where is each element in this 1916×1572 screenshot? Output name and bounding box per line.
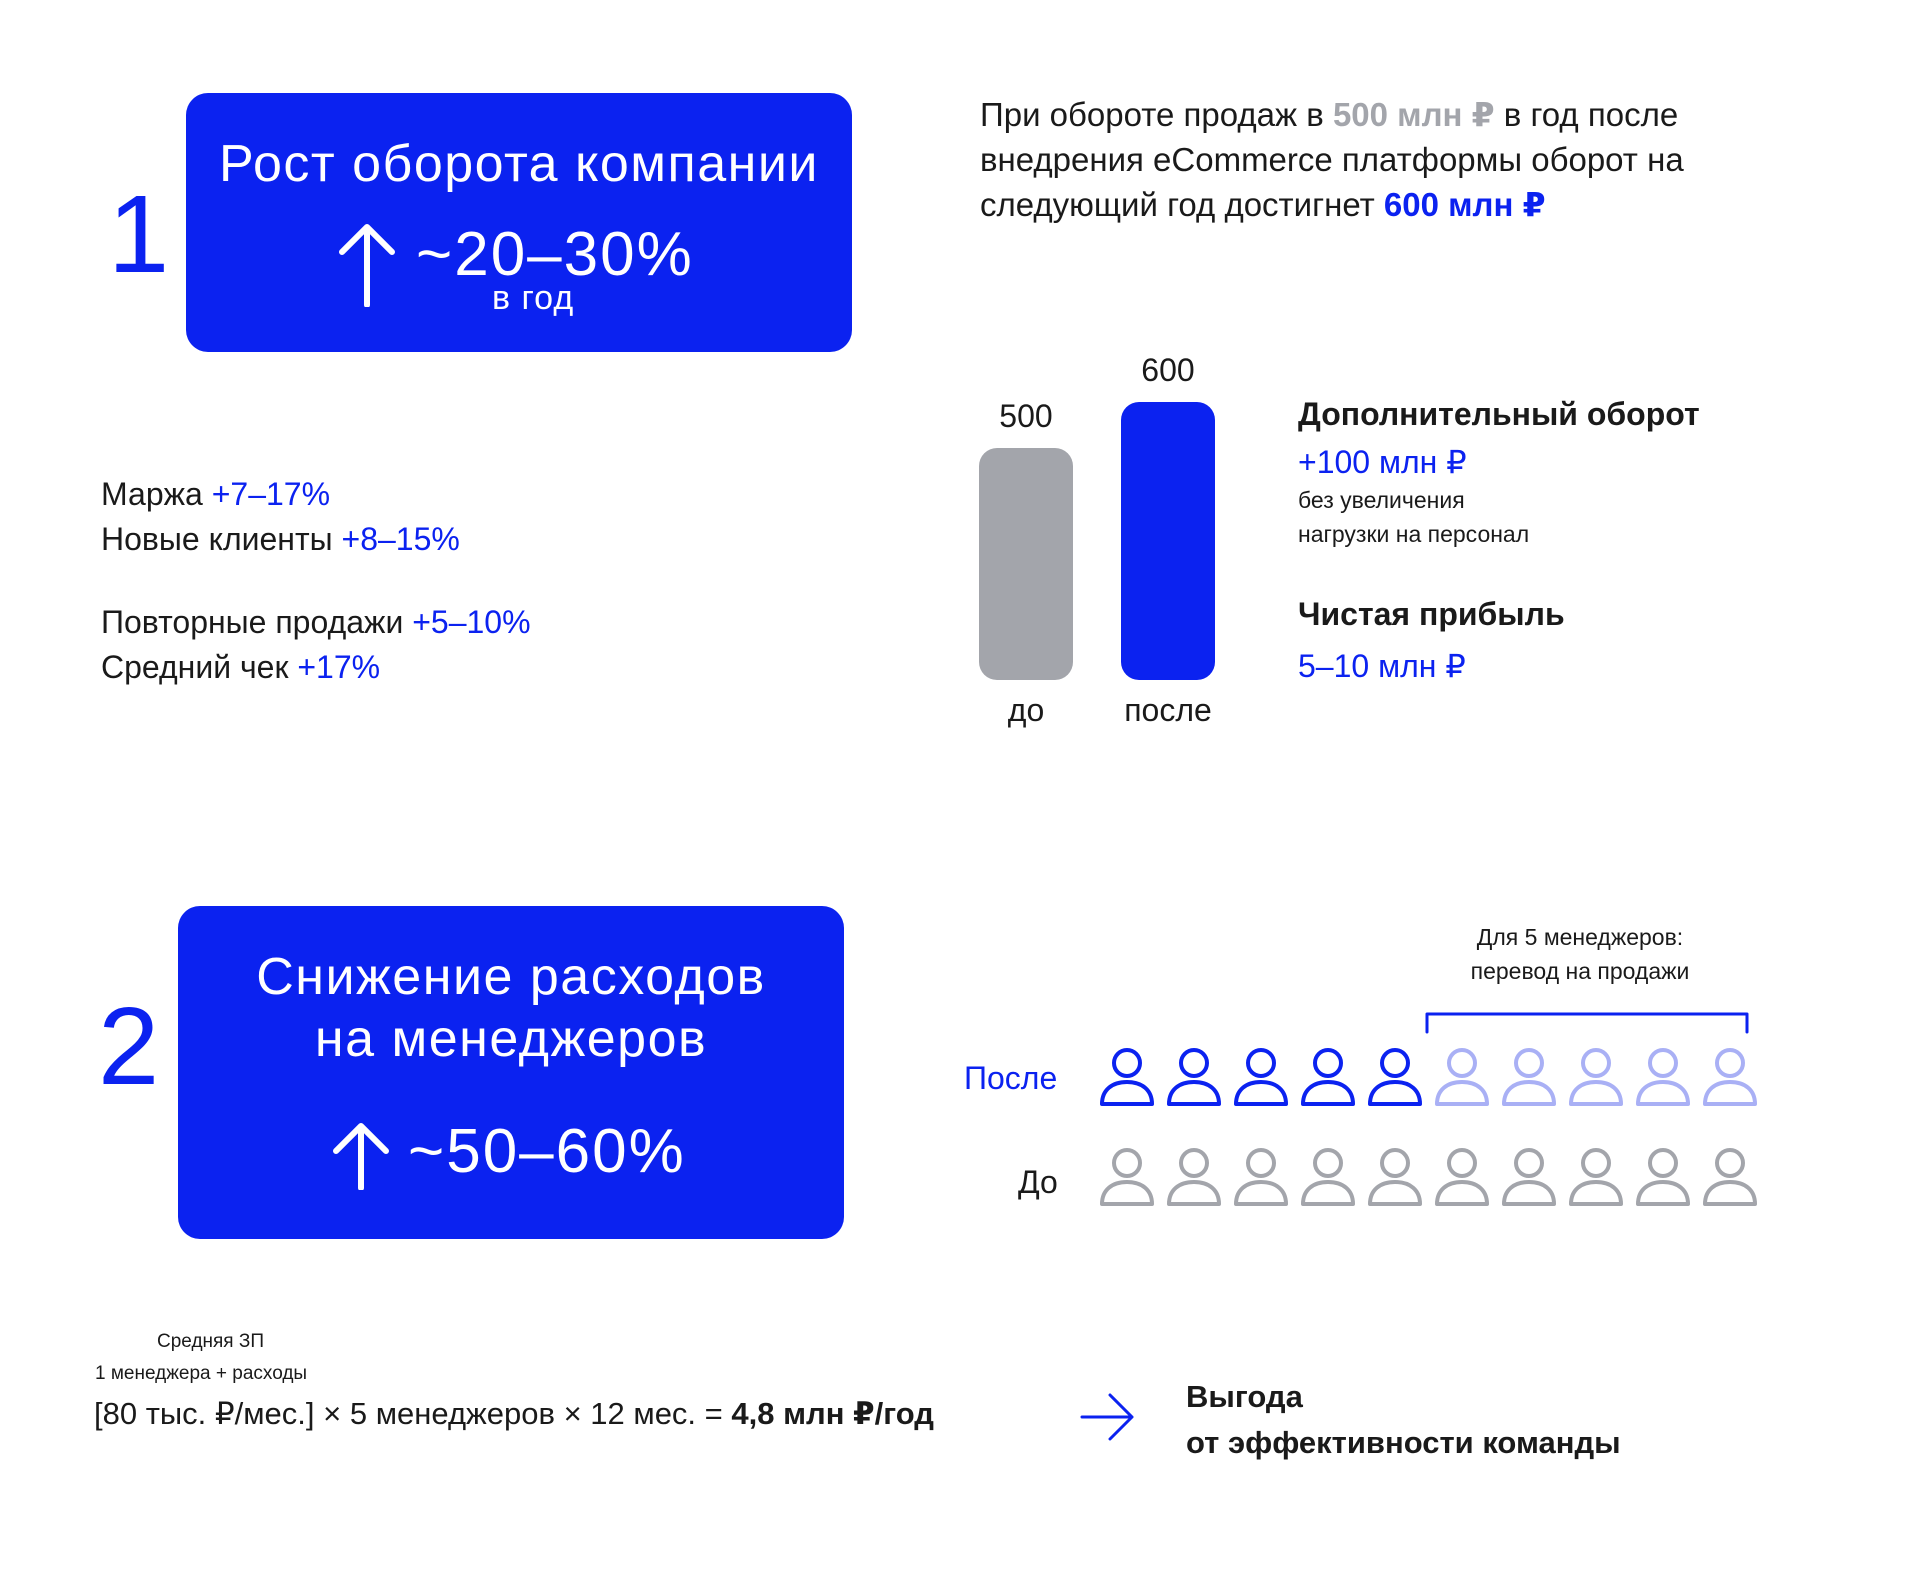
person-icon bbox=[1366, 1146, 1424, 1210]
stat-average-check: Средний чек +17% bbox=[101, 649, 381, 685]
stat-margin: Маржа +7–17% bbox=[101, 476, 331, 512]
card-title-line-1: Снижение расходов bbox=[256, 948, 766, 1006]
person-icon bbox=[1299, 1146, 1357, 1210]
formula-expression: [80 тыс. ₽/мес.] × 5 менеджеров × 12 мес. = bbox=[94, 1396, 732, 1431]
person-icon bbox=[1299, 1046, 1357, 1110]
arrow-up-icon bbox=[330, 1120, 392, 1190]
intro-part-1: При обороте продаж в bbox=[980, 96, 1333, 133]
arrow-right-icon bbox=[1080, 1392, 1136, 1442]
person-icon bbox=[1567, 1146, 1625, 1210]
person-icon bbox=[1165, 1146, 1223, 1210]
intro-text bbox=[980, 92, 1740, 227]
bracket-label-line-1: Для 5 менеджеров: bbox=[1476, 924, 1684, 950]
person-icon bbox=[1701, 1046, 1759, 1110]
bar-after bbox=[1121, 402, 1215, 680]
formula-note-line-1: Средняя ЗП bbox=[157, 1331, 265, 1352]
person-icon bbox=[1500, 1046, 1558, 1110]
person-icon bbox=[1634, 1046, 1692, 1110]
formula bbox=[94, 1396, 934, 1432]
revenue-growth-card bbox=[186, 93, 852, 352]
person-icon bbox=[1232, 1046, 1290, 1110]
benefit-line-1: Выгода bbox=[1186, 1379, 1303, 1414]
growth-value: ~20–30% bbox=[416, 220, 694, 289]
person-icon bbox=[1433, 1046, 1491, 1110]
stat-repeat-sales: Повторные продажи +5–10% bbox=[101, 604, 531, 640]
formula-note-line-2: 1 менеджера + расходы bbox=[95, 1363, 308, 1384]
bar-category-label: после bbox=[1124, 692, 1212, 728]
bar-before bbox=[979, 448, 1073, 680]
person-icon bbox=[1165, 1046, 1223, 1110]
bar-value-label: 600 bbox=[1141, 351, 1195, 388]
person-icon bbox=[1701, 1146, 1759, 1210]
stats-group-2 bbox=[101, 600, 531, 690]
net-profit-title: Чистая прибыль bbox=[1298, 596, 1565, 632]
person-icon bbox=[1500, 1146, 1558, 1210]
card-title: Рост оборота компании bbox=[219, 135, 819, 193]
formula-note bbox=[95, 1326, 307, 1390]
person-icon bbox=[1366, 1046, 1424, 1110]
person-icon bbox=[1098, 1146, 1156, 1210]
extra-turnover-value: +100 млн ₽ bbox=[1298, 444, 1467, 480]
intro-part-2: в год после внедрения eCommerce платформы оборот на следующий год достигнет bbox=[980, 96, 1684, 223]
person-icon bbox=[1567, 1046, 1625, 1110]
section-2-number: 2 bbox=[98, 985, 160, 1108]
cost-reduction-card bbox=[178, 906, 844, 1239]
savings-value: ~50–60% bbox=[408, 1117, 686, 1186]
intro-before-value: 500 млн ₽ bbox=[1332, 96, 1495, 133]
benefit-text bbox=[1186, 1374, 1621, 1466]
bracket-label-line-2: перевод на продажи bbox=[1470, 958, 1690, 984]
person-icon bbox=[1232, 1146, 1290, 1210]
person-icon bbox=[1098, 1046, 1156, 1110]
person-icon bbox=[1634, 1146, 1692, 1210]
bracket-icon bbox=[1424, 1010, 1750, 1034]
card-title bbox=[178, 946, 844, 1070]
benefit-line-2: от эффективности команды bbox=[1186, 1425, 1621, 1460]
formula-result: 4,8 млн ₽/год bbox=[731, 1396, 934, 1431]
intro-after-value: 600 млн ₽ bbox=[1383, 186, 1546, 223]
extra-turnover-note-2: нагрузки на персонал bbox=[1298, 521, 1530, 547]
net-profit-value: 5–10 млн ₽ bbox=[1298, 648, 1466, 684]
net-profit-block bbox=[1298, 596, 1738, 685]
extra-turnover-block bbox=[1298, 396, 1738, 551]
extra-turnover-title: Дополнительный оборот bbox=[1298, 396, 1700, 432]
extra-turnover-note-1: без увеличения bbox=[1298, 487, 1465, 513]
bar-category-label: до bbox=[1007, 692, 1045, 728]
turnover-bar-chart bbox=[960, 340, 1260, 740]
stat-new-clients: Новые клиенты +8–15% bbox=[101, 521, 460, 557]
bracket-label bbox=[1430, 920, 1730, 988]
arrow-up-icon bbox=[336, 221, 398, 307]
row-before-label: До bbox=[1018, 1164, 1058, 1200]
stats-group-1 bbox=[101, 472, 460, 562]
row-after-label: После bbox=[964, 1060, 1058, 1096]
bar-value-label: 500 bbox=[999, 398, 1053, 434]
section-1-number: 1 bbox=[108, 173, 170, 296]
person-icon bbox=[1433, 1146, 1491, 1210]
card-title-line-2: на менеджеров bbox=[314, 1010, 708, 1068]
growth-period: в год bbox=[492, 279, 575, 317]
